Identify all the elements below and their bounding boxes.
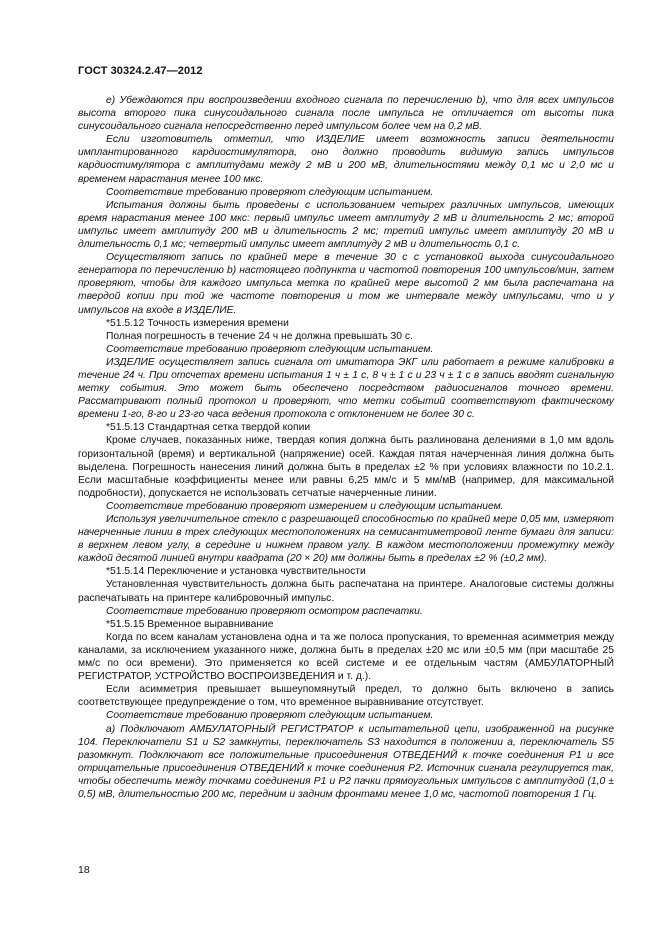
paragraph: *51.5.13 Стандартная сетка твердой копии <box>106 422 311 434</box>
page-number: 18 <box>78 864 90 876</box>
paragraph: Используя увеличительное стекло с разрешающей способностью по крайней мере 0,05 мм, измеряют начерченные линии в трех следующих местоположениях на семисантиметровой ленте бумаги для записи: в верхнем левом углу, в середине и нижнем правом углу. В каждом местоположении промежутку между каждой десятой линией внутри квадрата (20 × 20) мм должны быть в пределах ±2 % (±0,2 мм). <box>78 514 614 565</box>
paragraph: Испытания должны быть проведены с использованием четырех различных импульсов, имеющих время нарастания менее 100 мкс: первый импульс имеет амплитуду 2 мВ и длительность 2 мс; второй импульс имеет амплитуду 200 мВ и длительность 2 мс; третий импульс имеет амплитуду 20 мВ и длительность 0,1 мс; четвертый импульс имеет амплитуду 2 мВ и длительность 0,1 с. <box>78 199 614 251</box>
paragraph: Осуществляют запись по крайней мере в течение 30 с с установкой выхода синусоидального генератора по перечислению b) настоящего подпункта и частотой повторения 100 импульсов/мин, затем проверяют, чтобы для каждого импульса метка по крайней мере высотой 2 мм была распечатана на твердой копии при той же частоте повторения и том же интервале между импульсами, что и у импульсов на входе в ИЗДЕЛИЕ. <box>78 252 614 316</box>
paragraph: Кроме случаев, показанных ниже, твердая копия должна быть разлинована делениями в 1,0 мм вдоль горизонтальной (время) и вертикальной (напряжение) осей. Каждая пятая начерченная линия должна быть выделена. Погрешность нанесения линий должна быть в пределах ±2 % при условиях влажности по 10.2.1. Если масштабные коэффициенты менее или равны 6,25 мм/с и 5 мм/мВ (например, для максимальной подробности), допускается не использовать сетчатые начерченные линии. <box>78 435 614 499</box>
document-body <box>78 94 614 801</box>
paragraph: *51.5.15 Временное выравнивание <box>106 618 274 630</box>
paragraph: Соответствие требованию проверяют измерением и следующим испытанием. <box>106 500 504 512</box>
paragraph: а) Подключают АМБУЛАТОРНЫЙ РЕГИСТРАТОР к испытательной цепи, изображенной на рисунке 104. Переключатели S1 и S2 замкнуты, переключатель S3 находится в положении a, переключатель S5 разомкнут. Подключают все положительные присоединения ОТВЕДЕНИЙ к точке соединения P1 и все отрицательные присоединения ОТВЕДЕНИЙ к точке соединения P2. Источник сигнала регулируется так, чтобы обеспечить между точками соединения P1 и P2 пачки прямоугольных импульсов с амплитудой (1,0 ± 0,5) мВ, длительностью 200 мс, передним и задним фронтами менее 1,0 мс, частотой повторения 1 Гц. <box>78 723 614 800</box>
paragraph: Соответствие требованию проверяют следующим испытанием. <box>106 710 434 722</box>
paragraph: Соответствие требованию проверяют следующим испытанием. <box>106 343 434 355</box>
paragraph: Если асимметрия превышает вышеупомянутый предел, то должно быть включено в запись соответствующее предупреждение о том, что временное выравнивание отсутствует. <box>78 684 614 709</box>
paragraph: Когда по всем каналам установлена одна и та же полоса пропускания, то временная асимметрия между каналами, за исключением указанного ниже, должна быть в пределах ±20 мс или ±0,5 мм (при масштабе 25 мм/с по оси времени). Это применяется ко всей системе и ее отдельным частям (АМБУЛАТОРНЫЙ РЕГИСТРАТОР, УСТРОЙСТВО ВОСПРОИЗВЕДЕНИЯ и т. д.). <box>78 631 614 683</box>
paragraph: Соответствие требованию проверяют следующим испытанием. <box>106 186 434 198</box>
paragraph: Полная погрешность в течение 24 ч не должна превышать 30 с. <box>106 330 413 342</box>
paragraph: e) Убеждаются при воспроизведении входного сигнала по перечислению b), что для всех импульсов высота второго пика синусоидального сигнала после импульса не отличается от высоты пика синусоидального сигнала непосредственно перед импульсом более чем на 0,2 мВ. <box>78 95 614 133</box>
page-header: ГОСТ 30324.2.47—2012 <box>78 65 203 77</box>
paragraph: *51.5.14 Переключение и установка чувствительности <box>106 566 366 578</box>
paragraph: ИЗДЕЛИЕ осуществляет запись сигнала от имитатора ЭКГ или работает в режиме калибровки в течение 24 ч. При отсчетах времени испытания 1 ч ± 1 с, 8 ч ± 1 с и 23 ч ± 1 с в запись вводят сигнальную метку события. Это может быть обеспечено посредством радиосигналов точного времени. Рассматривают полный протокол и проверяют, что метки событий соответствуют фактическому времени 1-го, 8-го и 23-го часа ведения протокола с отклонением не более 30 с. <box>78 356 614 421</box>
paragraph: Соответствие требованию проверяют осмотром распечатки. <box>106 605 423 617</box>
paragraph: Если изготовитель отметил, что ИЗДЕЛИЕ имеет возможность записи деятельности имплантированного кардиостимулятора, оно должно проводить видимую запись импульсов кардиостимулятора с амплитудами между 2 мВ и 200 мВ, длительностями между 0,1 мс и 2,0 мс и временем нарастания менее 100 мкс. <box>78 134 614 185</box>
paragraph: Установленная чувствительность должна быть распечатана на принтере. Аналоговые системы должны распечатывать на принтере калибровочный импульс. <box>78 579 614 604</box>
paragraph: *51.5.12 Точность измерения времени <box>106 317 289 329</box>
